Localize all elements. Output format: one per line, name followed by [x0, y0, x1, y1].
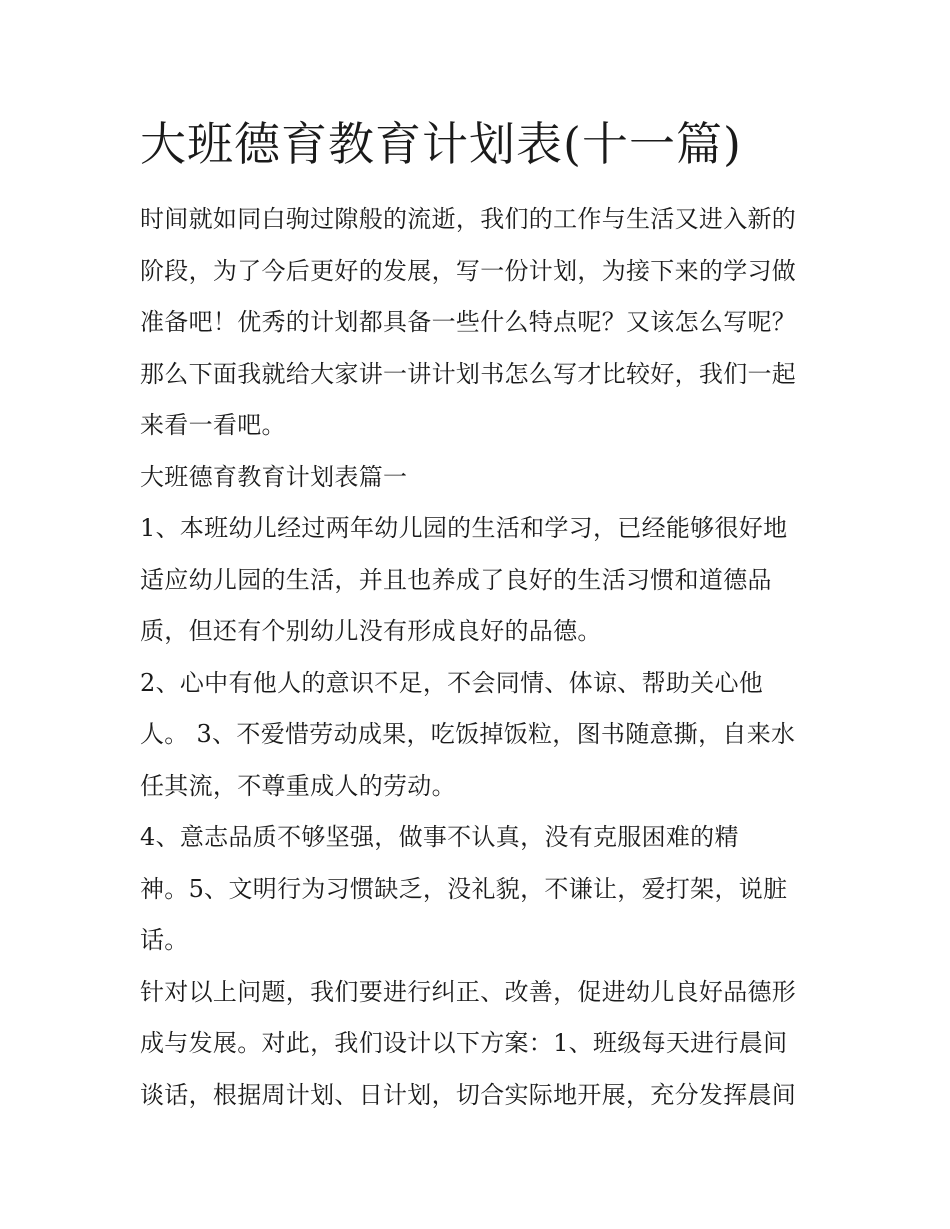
body-line: 适应幼儿园的生活，并且也养成了良好的生活习惯和道德品 — [140, 565, 772, 594]
body-line: 那么下面我就给大家讲一讲计划书怎么写才比较好，我们一起 — [140, 359, 797, 388]
body-line: 成与发展。对此，我们设计以下方案：1、班级每天进行晨间 — [140, 1029, 788, 1057]
body-line: 1、本班幼儿经过两年幼儿园的生活和学习，已经能够很好地 — [140, 514, 788, 542]
body-line: 话。 — [140, 926, 189, 954]
body-line: 阶段，为了今后更好的发展，写一份计划，为接下来的学习做 — [140, 256, 797, 285]
body-line: 准备吧！优秀的计划都具备一些什么特点呢？又该怎么写呢？ — [140, 308, 797, 336]
body-line: 任其流，不尊重成人的劳动。 — [140, 771, 456, 800]
body-line: 2、心中有他人的意识不足，不会同情、体谅、帮助关心他 — [140, 668, 764, 697]
document-title: 大班德育教育计划表(十一篇) — [140, 117, 742, 171]
body-line: 神。5、文明行为习惯缺乏，没礼貌，不谦让，爱打架，说脏 — [140, 874, 788, 903]
body-line: 来看一看吧。 — [140, 411, 286, 439]
body-line: 针对以上问题，我们要进行纠正、改善，促进幼儿良好品德形 — [140, 977, 797, 1006]
body-line: 质，但还有个别幼儿没有形成良好的品德。 — [140, 617, 602, 645]
body-line: 4、意志品质不够坚强，做事不认真，没有克服困难的精 — [140, 823, 739, 851]
section-heading: 大班德育教育计划表篇一 — [140, 462, 408, 491]
body-line: 人。 3、不爱惜劳动成果，吃饭掉饭粒，图书随意撕，自来水 — [140, 720, 796, 748]
document-body — [140, 194, 820, 1121]
body-line: 时间就如同白驹过隙般的流逝，我们的工作与生活又进入新的 — [140, 205, 797, 233]
body-line: 谈话，根据周计划、日计划，切合实际地开展，充分发挥晨间 — [140, 1080, 797, 1109]
